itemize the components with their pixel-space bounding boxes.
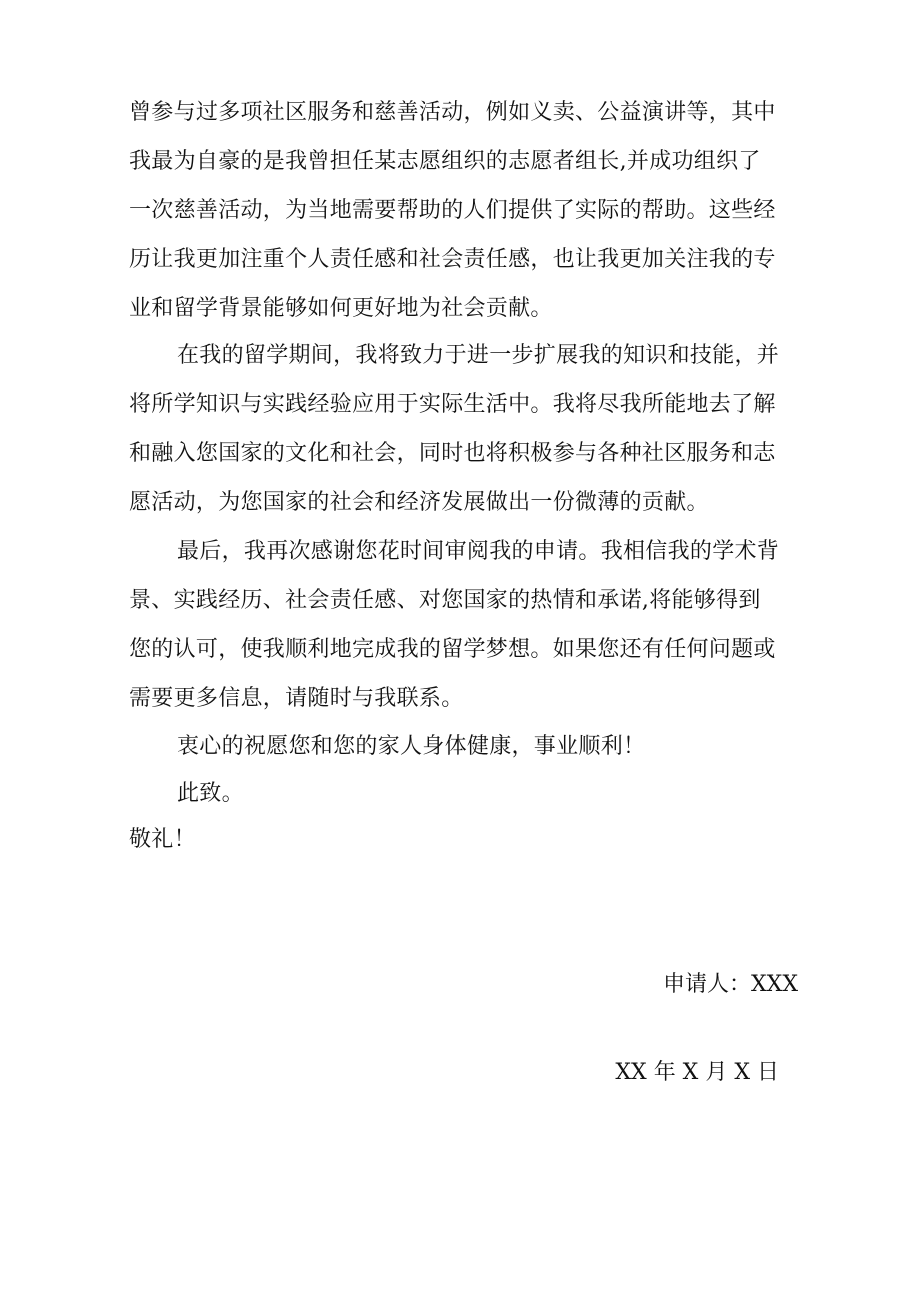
paragraph-line: 您的认可，使我顺利地完成我的留学梦想。如果您还有任何问题或 <box>129 637 776 662</box>
paragraph-line: 将所学知识与实践经验应用于实际生活中。我将尽我所能地去了解 <box>129 392 776 417</box>
closing-wish: 衷心的祝愿您和您的家人身体健康，事业顺利！ <box>177 734 646 759</box>
closing-phrase: 此致。 <box>177 781 244 806</box>
body-paragraph-3 <box>129 527 799 723</box>
paragraph-line: 我最为自豪的是我曾担任某志愿组织的志愿者组长,并成功组织了 <box>129 149 761 174</box>
applicant-signature: 申请人：XXX <box>663 972 798 997</box>
paragraph-line: 和融入您国家的文化和社会，同时也将积极参与各种社区服务和志 <box>129 441 776 466</box>
body-paragraph-1 <box>129 88 799 333</box>
paragraph-line: 历让我更加注重个人责任感和社会责任感，也让我更加关注我的专 <box>129 247 776 272</box>
letter-date: XX 年 X 月 X 日 <box>615 1060 779 1085</box>
paragraph-line: 一次慈善活动，为当地需要帮助的人们提供了实际的帮助。这些经 <box>129 198 776 223</box>
paragraph-line: 景、实践经历、社会责任感、对您国家的热情和承诺,将能够得到 <box>129 588 761 613</box>
salutation: 敬礼！ <box>129 827 196 852</box>
paragraph-line: 需要更多信息，请随时与我联系。 <box>129 686 464 711</box>
paragraph-line: 最后，我再次感谢您花时间审阅我的申请。我相信我的学术背 <box>177 539 780 564</box>
paragraph-line: 愿活动，为您国家的社会和经济发展做出一份微薄的贡献。 <box>129 490 709 515</box>
body-paragraph-2 <box>129 331 799 527</box>
paragraph-line: 在我的留学期间，我将致力于进一步扩展我的知识和技能，并 <box>177 343 780 368</box>
paragraph-line: 曾参与过多项社区服务和慈善活动，例如义卖、公益演讲等，其中 <box>129 100 776 125</box>
paragraph-line: 业和留学背景能够如何更好地为社会贡献。 <box>129 296 553 321</box>
